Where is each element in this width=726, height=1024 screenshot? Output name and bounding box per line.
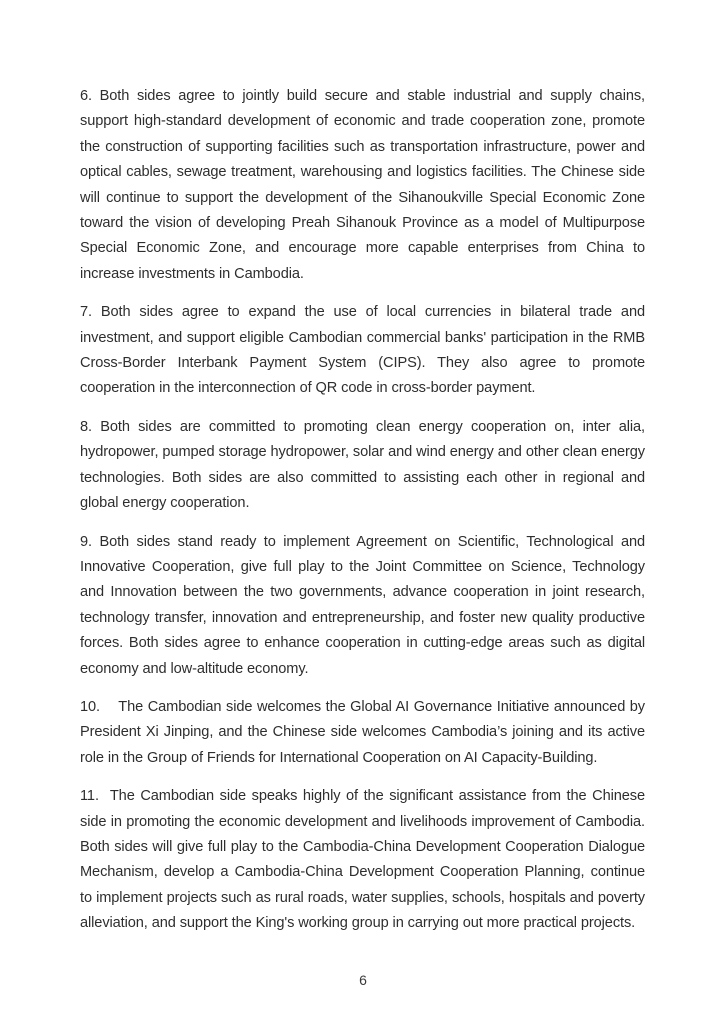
document-body (80, 84, 645, 950)
paragraph-10: 10. The Cambodian side welcomes the Global AI Governance Initiative announced by President Xi Jinping, and the Chinese side welcomes Cambodia’s joining and its active role in the Group of Friends for International Cooperation on AI Capacity-Building. (80, 698, 645, 766)
paragraph-8: 8. Both sides are committed to promoting clean energy cooperation on, inter alia, hydropower, pumped storage hydropower, solar and wind energy and other clean energy technologies. Both sides are also committed to assisting each other in regional and global energy cooperation. (80, 418, 645, 512)
paragraph-7: 7. Both sides agree to expand the use of local currencies in bilateral trade and investment, and support eligible Cambodian commercial banks' participation in the RMB Cross-Border Interbank Payment System (CIPS). They also agree to promote cooperation in the interconnection of QR code in cross-border payment. (80, 304, 645, 397)
page-number: 6 (359, 972, 367, 988)
paragraph-9: 9. Both sides stand ready to implement Agreement on Scientific, Technological and Innovative Cooperation, give full play to the Joint Committee on Science, Technology and Innovation between the two governments, advance cooperation in joint research, technology transfer, innovation and entrepreneurship, and foster new quality productive forces. Both sides agree to enhance cooperation in cutting-edge areas such as digital economy and low-altitude economy. (80, 533, 645, 677)
paragraph-6: 6. Both sides agree to jointly build secure and stable industrial and supply chains, support high-standard development of economic and trade cooperation zone, promote the construction of supporting facilities such as transportation infrastructure, power and optical cables, sewage treatment, warehousing and logistics facilities. The Chinese side will continue to support the development of the Sihanoukville Special Economic Zone toward the vision of developing Preah Sihanouk Province as a model of Multipurpose Special Economic Zone, and encourage more capable enterprises from China to increase investments in Cambodia. (80, 88, 645, 282)
paragraph-11: 11. The Cambodian side speaks highly of the significant assistance from the Chinese side in promoting the economic development and livelihoods improvement of Cambodia. Both sides will give full play to the Cambodia-China Development Cooperation Dialogue Mechanism, develop a Cambodia-China Development Cooperation Planning, continue to implement projects such as rural roads, water supplies, schools, hospitals and poverty alleviation, and support the King's working group in carrying out more practical projects. (80, 788, 645, 932)
